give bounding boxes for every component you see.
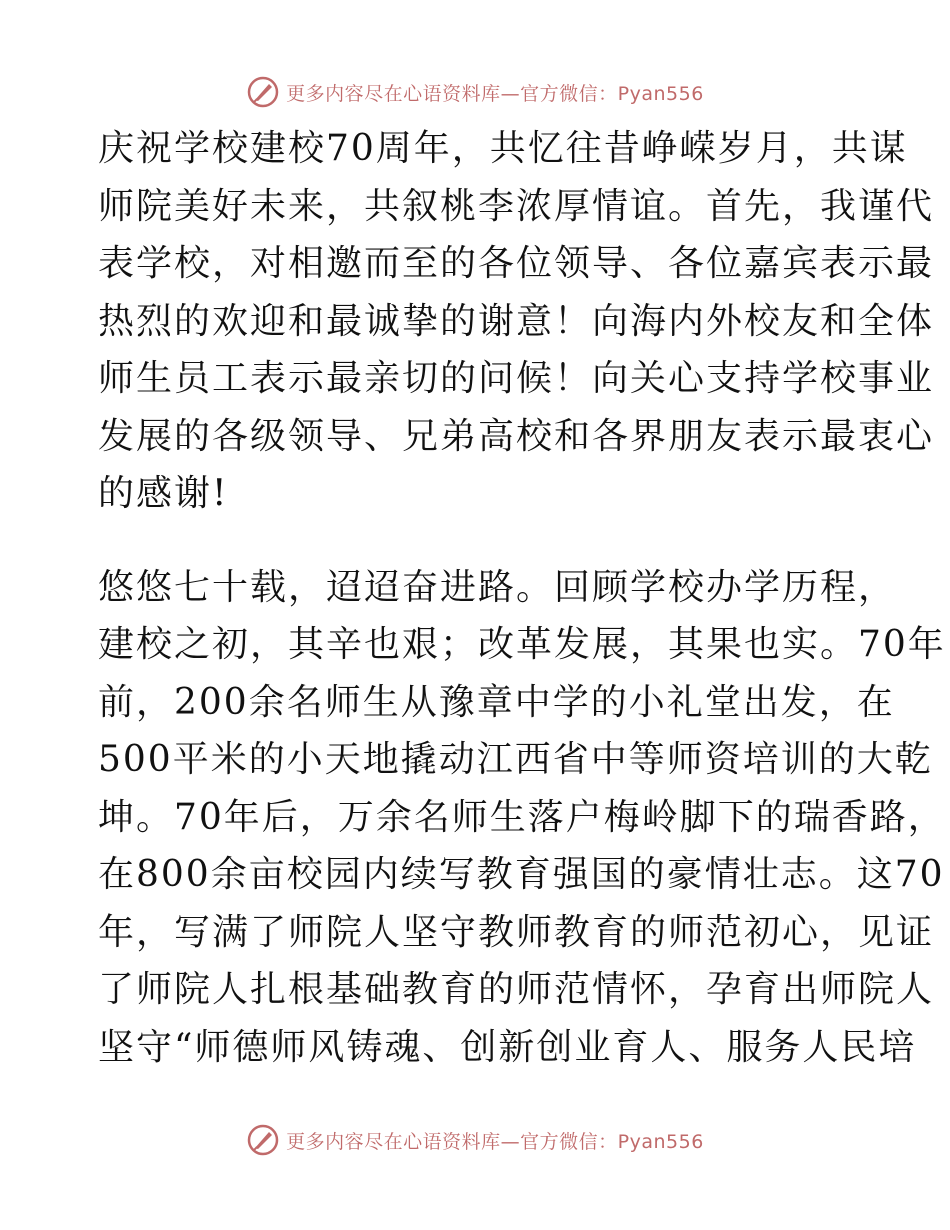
document-body bbox=[98, 120, 946, 1076]
text-line: 悠悠七十载，迢迢奋进路。回顾学校办学历程， bbox=[98, 566, 897, 608]
footer-watermark bbox=[0, 1120, 950, 1160]
watermark-text: 更多内容尽在心语资料库—官方微信：Pyan556 bbox=[286, 82, 704, 105]
text-line: 前，200余名师生从豫章中学的小礼堂出发，在 bbox=[98, 681, 895, 723]
quill-logo-icon bbox=[246, 75, 280, 109]
text-line: 在800余亩校园内续写教育强国的豪情壮志。这70 bbox=[98, 854, 945, 895]
text-line: 坤。70年后，万余名师生落户梅岭脚下的瑞香路， bbox=[98, 796, 946, 838]
paragraph-1 bbox=[98, 120, 935, 523]
text-line: 的感谢! bbox=[98, 473, 229, 514]
text-line: 热烈的欢迎和最诚挚的谢意！向海内外校友和全体 bbox=[98, 300, 935, 342]
text-line: 了师院人扎根基础教育的师范情怀，孕育出师院人 bbox=[98, 969, 935, 1010]
text-line: 师生员工表示最亲切的问候！向关心支持学校事业 bbox=[98, 358, 935, 399]
text-line: 师院美好未来，共叙桃李浓厚情谊。首先，我谨代 bbox=[98, 185, 935, 227]
watermark-text: 更多内容尽在心语资料库—官方微信：Pyan556 bbox=[286, 1130, 704, 1153]
text-line: 500平米的小天地撬动江西省中等师资培训的大乾 bbox=[98, 739, 933, 780]
header-watermark bbox=[0, 72, 950, 112]
text-line: 庆祝学校建校70周年，共忆往昔峥嵘岁月，共谋 bbox=[98, 128, 908, 169]
text-line: 坚守“师德师风铸魂、创新创业育人、服务人民培 bbox=[98, 1026, 917, 1068]
text-line: 发展的各级领导、兄弟高校和各界朋友表示最衷心 bbox=[98, 415, 935, 457]
text-line: 建校之初，其辛也艰；改革发展，其果也实。70年 bbox=[98, 624, 946, 665]
text-line: 表学校，对相邀而至的各位领导、各位嘉宾表示最 bbox=[98, 243, 935, 284]
paragraph-2 bbox=[98, 559, 946, 1077]
quill-logo-icon bbox=[246, 1123, 280, 1157]
text-line: 年，写满了师院人坚守教师教育的师范初心，见证 bbox=[98, 911, 935, 953]
